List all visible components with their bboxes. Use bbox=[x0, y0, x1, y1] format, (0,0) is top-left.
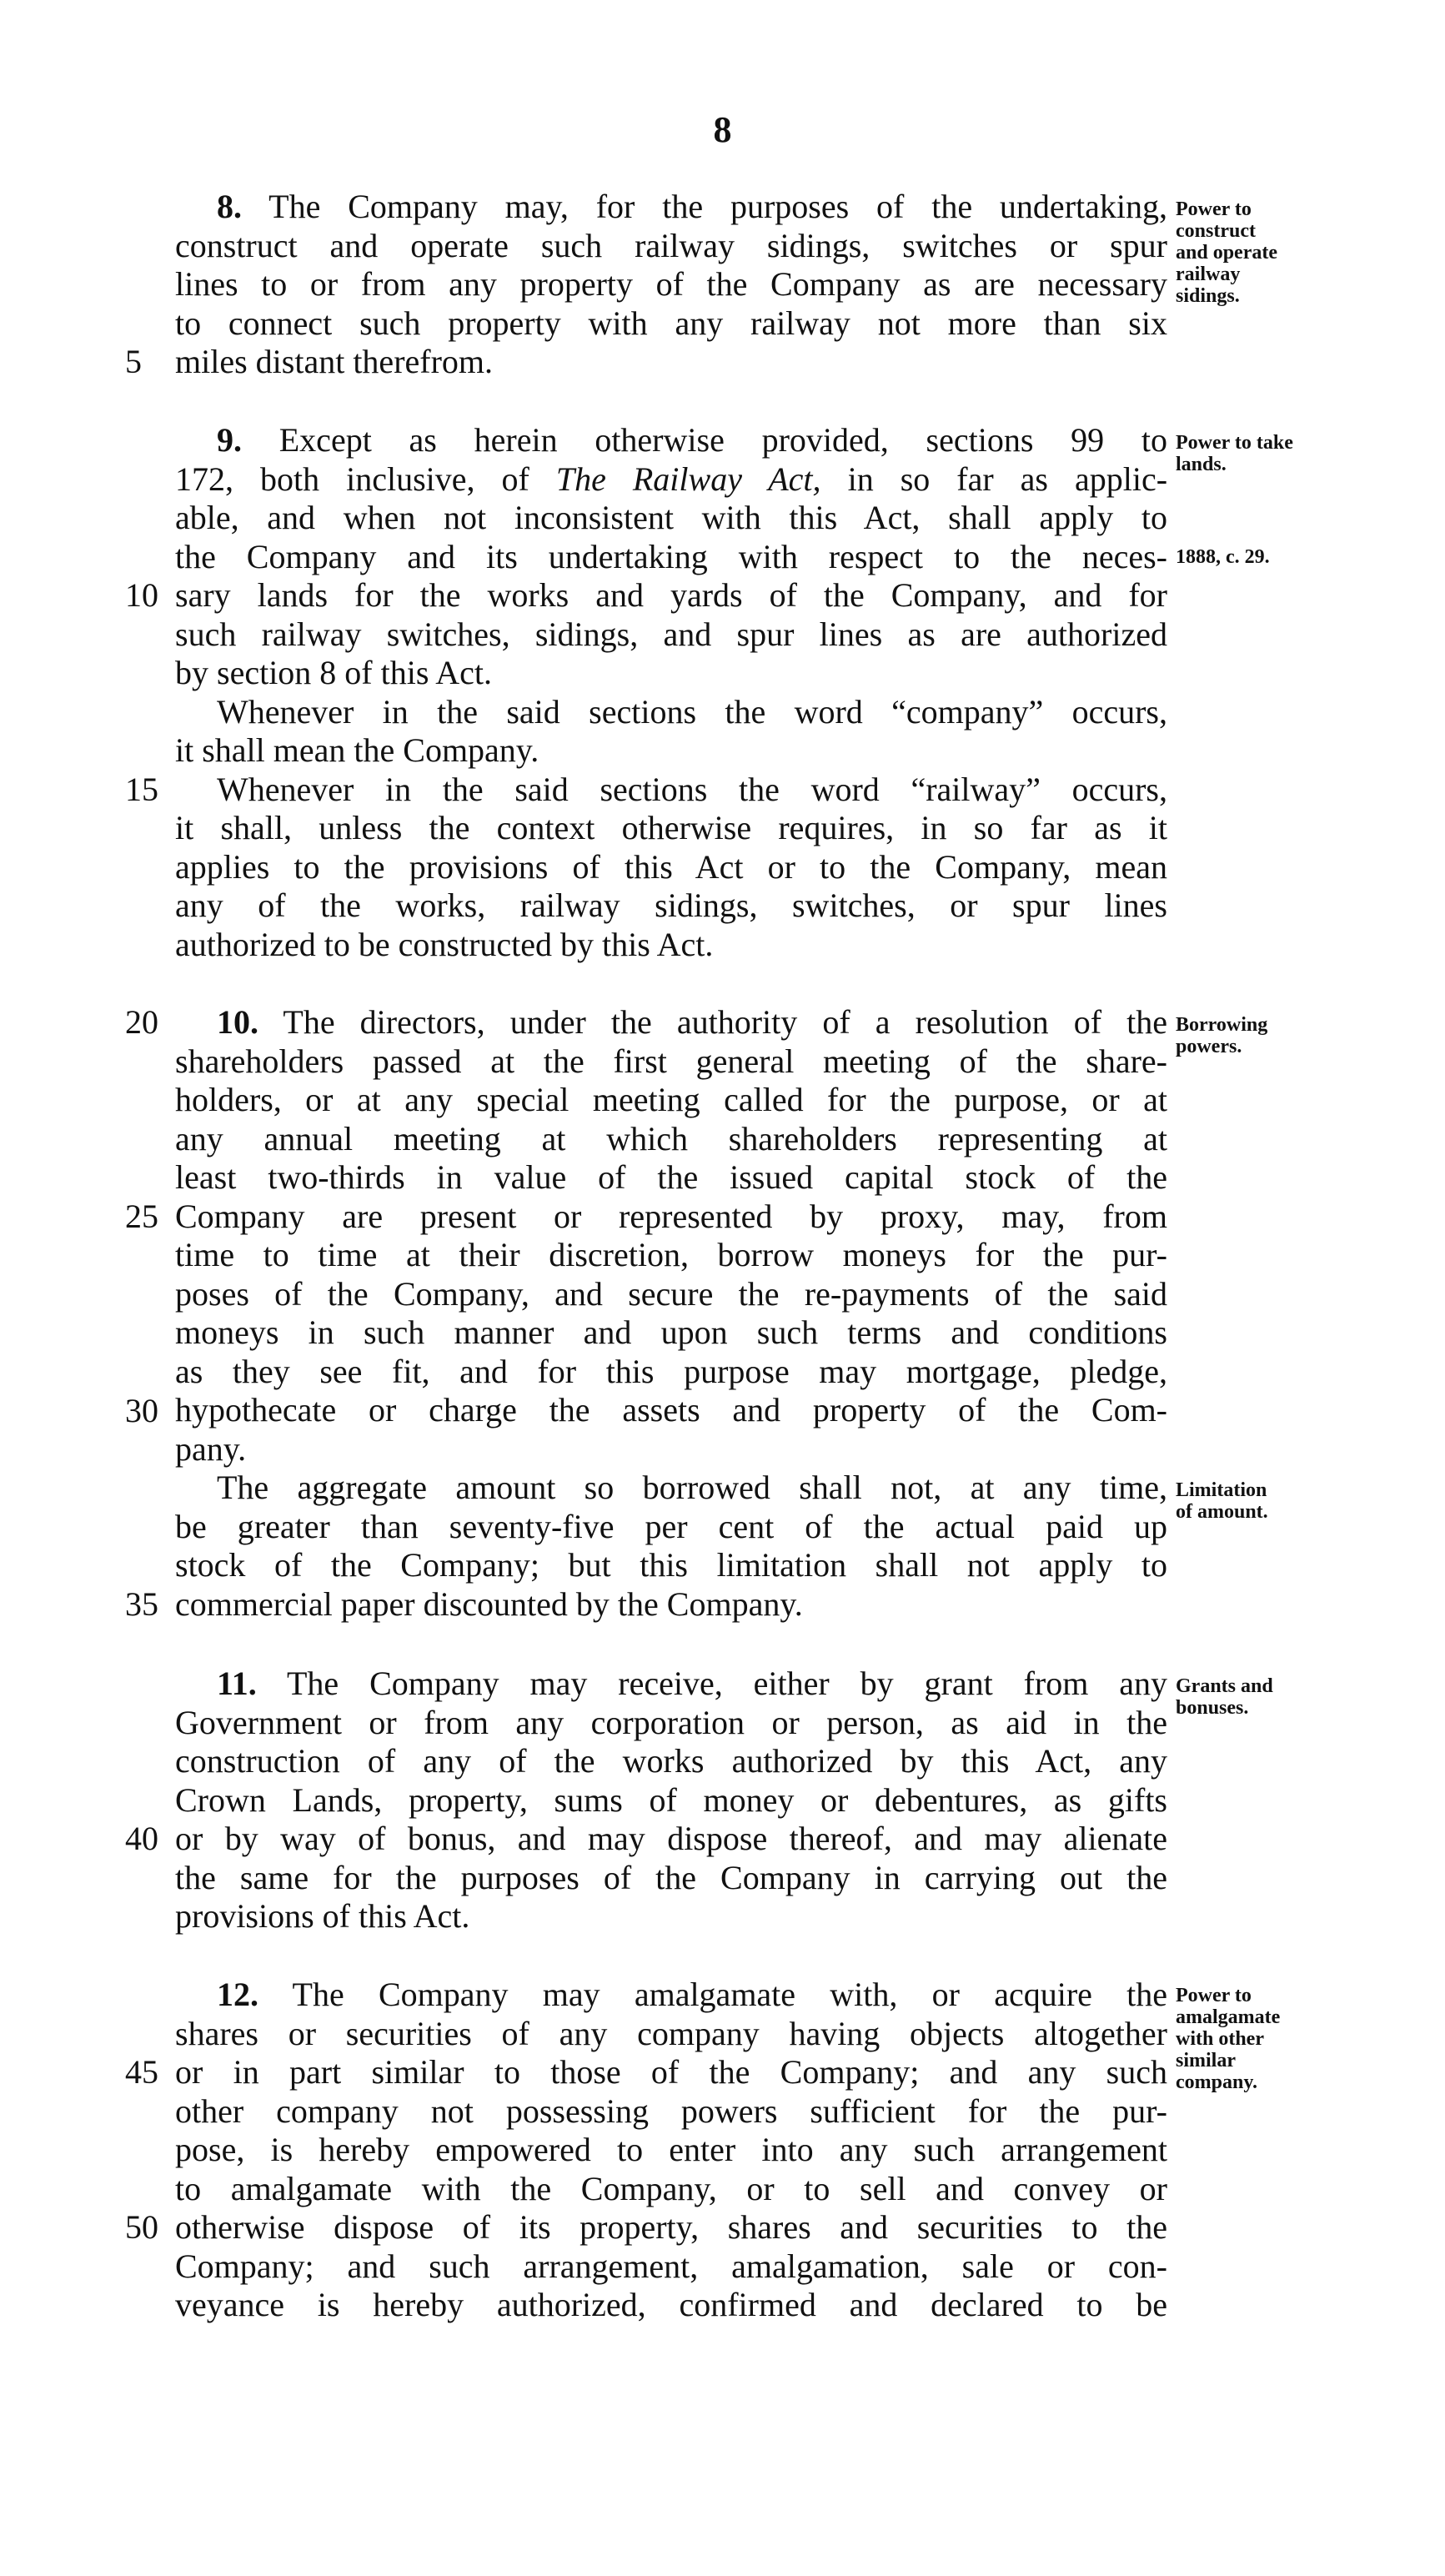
text-fragment: in so far as applic- bbox=[847, 459, 1168, 498]
text-line: pose, is hereby empowered to enter into any such arrangement bbox=[175, 2131, 1167, 2168]
line-number: 50 bbox=[125, 2208, 158, 2246]
text-line: shares or securities of any company having objects altogether bbox=[175, 2014, 1167, 2052]
text-line: Company are present or represented by proxy, may, from bbox=[175, 1197, 1167, 1235]
margin-note-power-to-construct: Power to construct and operate railway sidings. bbox=[1176, 198, 1277, 307]
line-number: 40 bbox=[125, 1820, 158, 1857]
text-line: it shall mean the Company. bbox=[175, 731, 539, 769]
text-line: or by way of bonus, and may dispose thereof, and may alienate bbox=[175, 1820, 1167, 1857]
section-9 bbox=[175, 421, 1167, 964]
text-line: hypothecate or charge the assets and property of the Com- bbox=[175, 1391, 1167, 1429]
section-number: 9. bbox=[217, 421, 242, 459]
text-line: The Company may receive, either by grant from any bbox=[286, 1665, 1167, 1702]
text-line: The Company may, for the purposes of the undertaking, bbox=[268, 188, 1167, 225]
text-line: applies to the provisions of this Act or to the Company, mean bbox=[175, 847, 1167, 886]
margin-note-power-to-amalgamate: Power to amalgamate with other similar company. bbox=[1176, 1985, 1281, 2093]
text-line: sary lands for the works and yards of the Company, and for bbox=[175, 576, 1167, 614]
text-line: any of the works, railway sidings, switches, or spur lines bbox=[175, 886, 1167, 924]
text-line: otherwise dispose of its property, shares and securities to the bbox=[175, 2208, 1167, 2246]
act-title: The Railway Act, bbox=[555, 459, 821, 498]
line-number: 20 bbox=[125, 1003, 158, 1041]
margin-note-borrowing-powers: Borrowing powers. bbox=[1176, 1014, 1268, 1057]
text-line: to connect such property with any railway not more than six bbox=[175, 304, 1167, 342]
text-line: or in part similar to those of the Company; and any such bbox=[175, 2053, 1167, 2091]
margin-note-grants-and-bonuses: Grants and bonuses. bbox=[1176, 1675, 1273, 1719]
line-number: 10 bbox=[125, 576, 158, 614]
section-number: 10. bbox=[217, 1003, 258, 1041]
text-line: Government or from any corporation or person, as aid in the bbox=[175, 1703, 1167, 1741]
text-line: able, and when not inconsistent with this Act, shall apply to bbox=[175, 499, 1167, 536]
text-line: least two-thirds in value of the issued capital stock of the bbox=[175, 1158, 1167, 1196]
section-12 bbox=[175, 1976, 1167, 2325]
text-line: any annual meeting at which shareholders representing at bbox=[175, 1119, 1167, 1157]
text-line: stock of the Company; but this limitation shall not apply to bbox=[175, 1546, 1167, 1584]
section-number: 11. bbox=[217, 1665, 257, 1702]
text-line: commercial paper discounted by the Company. bbox=[175, 1584, 803, 1623]
text-line: poses of the Company, and secure the re-payments of the said bbox=[175, 1274, 1167, 1313]
line-number: 30 bbox=[125, 1392, 158, 1429]
text-line: construction of any of the works authorized by this Act, any bbox=[175, 1742, 1167, 1780]
section-10 bbox=[175, 1003, 1167, 1624]
line-number: 15 bbox=[125, 771, 158, 808]
text-line: The directors, under the authority of a resolution of the bbox=[283, 1003, 1168, 1041]
text-line: Whenever in the said sections the word “company” occurs, bbox=[217, 692, 1167, 731]
text-line: such railway switches, sidings, and spur lines as are authorized bbox=[175, 615, 1167, 653]
text-line: Crown Lands, property, sums of money or debentures, as gifts bbox=[175, 1780, 1167, 1819]
text-line: miles distant therefrom. bbox=[175, 343, 494, 380]
text-line: it shall, unless the context otherwise requires, in so far as it bbox=[175, 809, 1167, 846]
line-number: 5 bbox=[125, 343, 142, 380]
text-line: be greater than seventy-five per cent of the actual paid up bbox=[175, 1507, 1167, 1545]
section-11 bbox=[175, 1665, 1167, 1936]
text-line: Company; and such arrangement, amalgamation, sale or con- bbox=[175, 2247, 1167, 2285]
section-8 bbox=[175, 188, 1167, 382]
text-line: The Company may amalgamate with, or acquire the bbox=[292, 1976, 1167, 2013]
line-number: 25 bbox=[125, 1198, 158, 1235]
section-number: 12. bbox=[217, 1976, 258, 2013]
margin-note-limitation-of-amount: Limitation of amount. bbox=[1176, 1479, 1268, 1523]
page-number: 8 bbox=[713, 109, 732, 150]
line-number: 35 bbox=[125, 1585, 158, 1623]
text-line: the Company and its undertaking with respect to the neces- bbox=[175, 537, 1167, 575]
text-line: as they see fit, and for this purpose may mortgage, pledge, bbox=[175, 1352, 1167, 1390]
text-line: shareholders passed at the first general meeting of the share- bbox=[175, 1042, 1167, 1080]
text-line: time to time at their discretion, borrow moneys for the pur- bbox=[175, 1236, 1167, 1273]
text-line: Except as herein otherwise provided, sections 99 to bbox=[278, 421, 1167, 459]
line-number: 45 bbox=[125, 2053, 158, 2091]
text-fragment: 172, both inclusive, of bbox=[175, 459, 529, 498]
text-line: construct and operate such railway sidings, switches or spur bbox=[175, 226, 1167, 264]
text-line: The aggregate amount so borrowed shall not, at any time, bbox=[217, 1469, 1167, 1506]
text-line: Whenever in the said sections the word “railway” occurs, bbox=[217, 770, 1167, 808]
text-line: veyance is hereby authorized, confirmed and declared to be bbox=[175, 2286, 1167, 2323]
text-line: to amalgamate with the Company, or to sell and convey or bbox=[175, 2169, 1167, 2207]
margin-note-statute-reference: 1888, c. 29. bbox=[1176, 546, 1270, 568]
text-line: by section 8 of this Act. bbox=[175, 654, 492, 691]
text-line: authorized to be constructed by this Act. bbox=[175, 925, 714, 963]
text-line: the same for the purposes of the Company in carrying out the bbox=[175, 1858, 1167, 1896]
text-line: moneys in such manner and upon such terms and conditions bbox=[175, 1313, 1167, 1351]
text-line: holders, or at any special meeting called for the purpose, or at bbox=[175, 1081, 1167, 1118]
section-number: 8. bbox=[217, 188, 242, 225]
text-line: pany. bbox=[175, 1429, 247, 1468]
text-line: provisions of this Act. bbox=[175, 1897, 470, 1935]
margin-note-power-to-take-lands: Power to take lands. bbox=[1176, 432, 1293, 475]
text-line: lines to or from any property of the Company as are necessary bbox=[175, 265, 1167, 303]
text-line: other company not possessing powers sufficient for the pur- bbox=[175, 2091, 1167, 2130]
